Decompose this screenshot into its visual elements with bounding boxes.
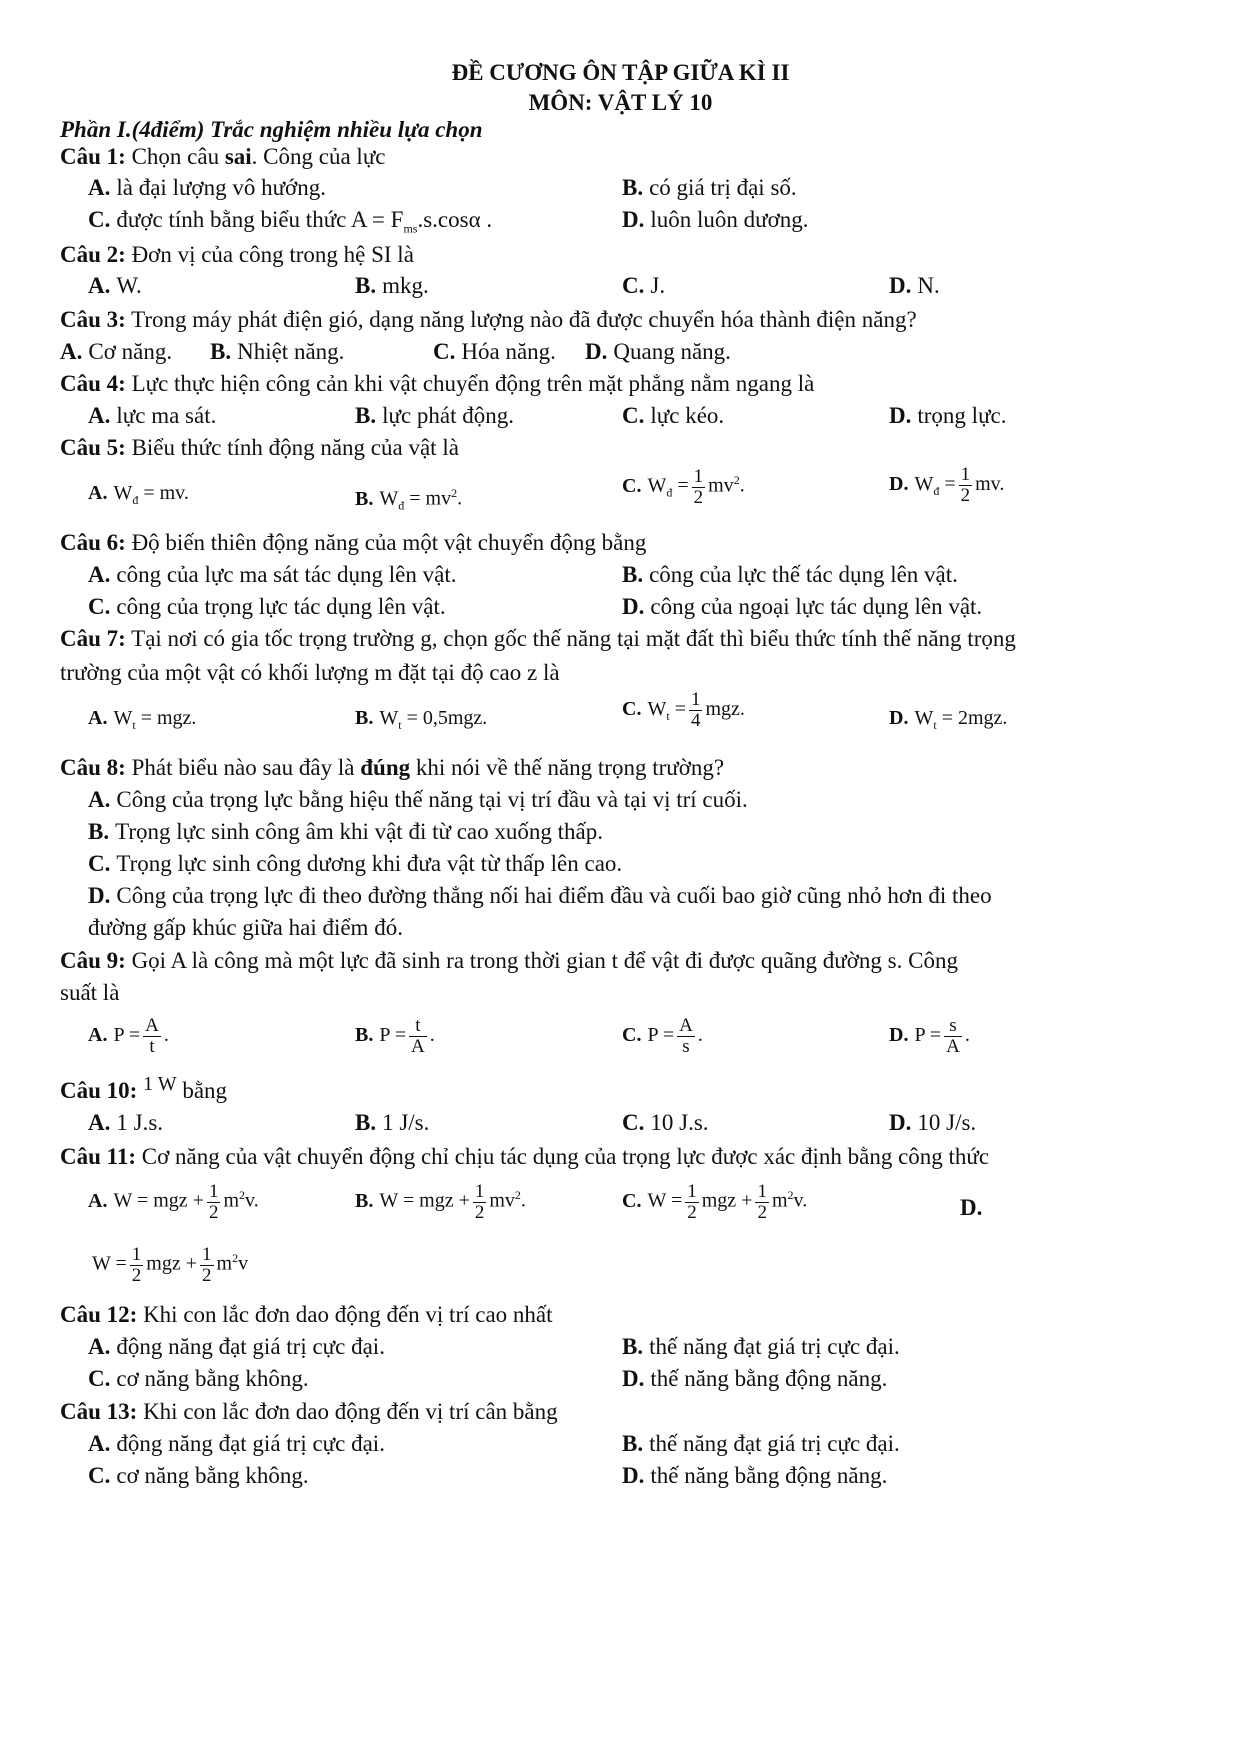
q6-option-b: B. công của lực thế tác dụng lên vật.	[622, 562, 958, 587]
question-4: Câu 4: Lực thực hiện công cản khi vật chuyển động trên mặt phẳng nằm ngang là	[60, 371, 815, 396]
fraction: $\frac{1}{2}$	[131, 1243, 142, 1286]
q10-option-d: D. 10 J/s.	[889, 1110, 977, 1135]
q5-option-c: C. $W_đ$ = $\frac{1}{2}$ $mv^2$.	[622, 465, 745, 508]
q11-option-d: W = $\frac{1}{2}$ mgz + $\frac{1}{2}$ $m^2v$	[92, 1243, 249, 1286]
q6-option-a: A. công của lực ma sát tác dụng lên vật.	[88, 562, 457, 587]
q12-option-b: B. thế năng đạt giá trị cực đại.	[622, 1334, 900, 1359]
q7-option-b: B. $W_t = 0,5mgz$.	[355, 707, 488, 732]
question-5: Câu 5: Biểu thức tính động năng của vật là	[60, 435, 459, 460]
question-9-continued: suất là	[60, 980, 120, 1005]
q5-option-d: D. $W_đ$ = $\frac{1}{2}$ mv.	[889, 464, 1005, 506]
q13-option-d: D. thế năng bằng động năng.	[622, 1463, 888, 1488]
fraction: $\frac{1}{2}$	[208, 1180, 219, 1223]
q12-option-d: D. thế năng bằng động năng.	[622, 1366, 888, 1391]
subject-title: MÔN: VẬT LÝ 10	[528, 90, 713, 115]
q8-option-c: C. Trọng lực sinh công dương khi đưa vật từ thấp lên cao.	[88, 851, 623, 876]
fraction: $\frac{1}{2}$	[687, 1180, 697, 1223]
fraction: $\frac{1}{2}$	[960, 464, 971, 506]
question-9: Câu 9: Gọi A là công mà một lực đã sinh ra trong thời gian t để vật đi được quãng đường s. Công	[60, 948, 958, 973]
question-8: Câu 8: Phát biểu nào sau đây là đúng khi nói về thế năng trọng trường?	[60, 755, 725, 780]
question-7-continued: trường của một vật có khối lượng m đặt tại độ cao z là	[60, 660, 560, 685]
fraction: $\frac{1}{2}$	[693, 465, 704, 508]
q11-option-d-key: D.	[960, 1195, 983, 1220]
question-13: Câu 13: Khi con lắc đơn dao động đến vị trí cân bằng	[60, 1399, 558, 1424]
question-2: Câu 2: Đơn vị của công trong hệ SI là	[60, 242, 414, 267]
q3-option-b: B. Nhiệt năng.	[210, 339, 345, 364]
question-11: Câu 11: Cơ năng của vật chuyển động chỉ chịu tác dụng của trọng lực được xác định bằng công thức	[60, 1144, 990, 1169]
q7-option-a: A. $W_t$ = mgz.	[88, 707, 197, 732]
question-10: Câu 10: 1 W bằng	[60, 1073, 228, 1103]
fraction: $\frac{1}{2}$	[202, 1243, 212, 1286]
q4-option-d: D. trọng lực.	[889, 403, 1007, 428]
q8-option-b: B. Trọng lực sinh công âm khi vật đi từ cao xuống thấp.	[88, 819, 603, 844]
q5-option-a: A. $W_đ$ = mv.	[88, 482, 189, 507]
fraction: $\frac{t}{A}$	[411, 1015, 425, 1057]
part-heading: Phần I.(4điểm) Trắc nghiệm nhiều lựa chọn	[60, 117, 483, 142]
q7-option-c: C. $W_t$ = $\frac{1}{4}$ mgz.	[622, 689, 745, 731]
q1-option-c: C. được tính bằng biểu thức $A = F_{ms}.s.\cos\alpha$ .	[88, 207, 493, 236]
question-1: Câu 1: Chọn câu sai. Công của lực	[60, 144, 386, 169]
q11-option-a: A. W = mgz + $\frac{1}{2}$ $m^2v$.	[88, 1180, 259, 1223]
q11-option-b: B. W = mgz + $\frac{1}{2}$ $mv^2$.	[355, 1180, 526, 1223]
q12-option-a: A. động năng đạt giá trị cực đại.	[88, 1334, 385, 1359]
fraction: $\frac{1}{2}$	[757, 1180, 767, 1223]
fraction: $\frac{1}{4}$	[690, 689, 701, 731]
q2-option-a: A. W.	[88, 273, 142, 298]
q5-option-b: B. $W_đ = mv^2$.	[355, 486, 463, 513]
q10-option-c: C. 10 J.s.	[622, 1110, 709, 1135]
q3-option-d: D. Quang năng.	[585, 339, 731, 364]
q9-option-d: D. P = $\frac{s}{A}$ .	[889, 1015, 970, 1057]
question-12: Câu 12: Khi con lắc đơn dao động đến vị trí cao nhất	[60, 1302, 553, 1327]
question-3: Câu 3: Trong máy phát điện gió, dạng năng lượng nào đã được chuyển hóa thành điện năng?	[60, 307, 917, 332]
q8-option-a: A. Công của trọng lực bằng hiệu thế năng tại vị trí đầu và tại vị trí cuối.	[88, 787, 748, 812]
q1-option-a: A. là đại lượng vô hướng.	[88, 175, 326, 200]
page-title: ĐỀ CƯƠNG ÔN TẬP GIỮA KÌ II	[451, 60, 790, 85]
fraction: $\frac{A}{t}$	[145, 1015, 159, 1057]
q10-option-a: A. 1 J.s.	[88, 1110, 164, 1135]
q2-option-b: B. mkg.	[355, 273, 429, 298]
fraction: $\frac{1}{2}$	[474, 1180, 485, 1223]
q8-option-d: D. Công của trọng lực đi theo đường thẳng nối hai điểm đầu và cuối bao giờ cũng nhỏ hơn đi theo	[88, 883, 992, 908]
q1-option-b: B. có giá trị đại số.	[622, 175, 797, 200]
q1-option-d: D. luôn luôn dương.	[622, 207, 809, 232]
fraction: $\frac{s}{A}$	[946, 1015, 960, 1057]
q9-option-c: C. P = $\frac{A}{s}$ .	[622, 1015, 703, 1057]
q3-option-c: C. Hóa năng.	[433, 339, 556, 364]
q4-option-c: C. lực kéo.	[622, 403, 725, 428]
fraction: $\frac{A}{s}$	[679, 1015, 693, 1057]
q2-option-c: C. J.	[622, 273, 666, 298]
question-7: Câu 7: Tại nơi có gia tốc trọng trường g, chọn gốc thế năng tại mặt đất thì biểu thức tính thế năng trọng	[60, 626, 1016, 651]
q12-option-c: C. cơ năng bằng không.	[88, 1366, 309, 1391]
q6-option-d: D. công của ngoại lực tác dụng lên vật.	[622, 594, 983, 619]
q8-option-d-continued: đường gấp khúc giữa hai điểm đó.	[88, 915, 403, 940]
q11-option-c: C. W = $\frac{1}{2}$ mgz + $\frac{1}{2}$ $m^2v$.	[622, 1180, 808, 1223]
q6-option-c: C. công của trọng lực tác dụng lên vật.	[88, 594, 446, 619]
question-6: Câu 6: Độ biến thiên động năng của một vật chuyển động bằng	[60, 530, 647, 555]
q4-option-a: A. lực ma sát.	[88, 403, 217, 428]
q13-option-a: A. động năng đạt giá trị cực đại.	[88, 1431, 385, 1456]
q3-option-a: A. Cơ năng.	[60, 339, 173, 364]
q10-option-b: B. 1 J/s.	[355, 1110, 430, 1135]
q2-option-d: D. N.	[889, 273, 940, 298]
q7-option-d: D. $W_t = 2mgz$.	[889, 707, 1008, 732]
q4-option-b: B. lực phát động.	[355, 403, 515, 428]
q9-option-a: A. P = $\frac{A}{t}$ .	[88, 1015, 169, 1057]
q13-option-b: B. thế năng đạt giá trị cực đại.	[622, 1431, 900, 1456]
q9-option-b: B. P = $\frac{t}{A}$ .	[355, 1015, 435, 1057]
q13-option-c: C. cơ năng bằng không.	[88, 1463, 309, 1488]
